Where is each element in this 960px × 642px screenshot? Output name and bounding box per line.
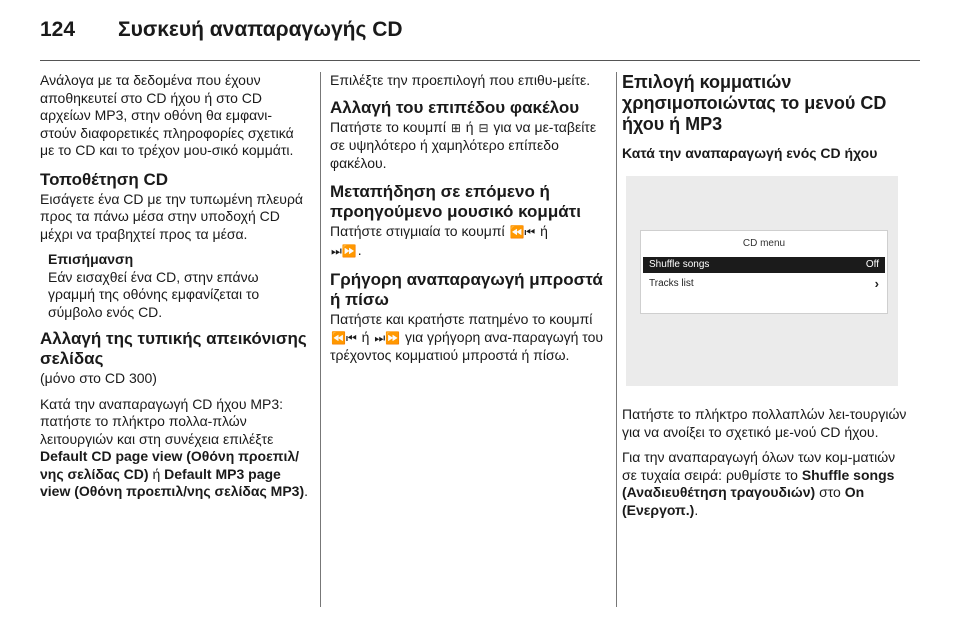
folder-or: ή — [461, 118, 478, 135]
default-cd-option: Default CD page view (Οθόνη προεπιλ/νης σελίδας CD) — [40, 448, 300, 482]
shuffle-option: Shuffle songs (Αναδιευθέτηση τραγουδιών) — [622, 466, 895, 500]
folder-text-2: για να με-ταβείτε σε υψηλότερο ή χαμηλότερο επίπεδο φακέλου. — [330, 118, 597, 171]
skip-text-1: Πατήστε στιγμιαία το κουμπί — [330, 223, 509, 239]
previous-track-icon: ⏪⏮ — [509, 225, 536, 239]
insert-paragraph: Εισάγετε ένα CD με την τυπωμένη πλευρά προς τα πάνω μέσα στην υποδοχή CD μέχρι να τραβηχτεί προς τα μέσα. — [40, 190, 303, 242]
shuffle-paragraph — [622, 449, 910, 519]
chevron-right-icon: › — [874, 275, 879, 291]
shuffle-text: Για την αναπαραγωγή όλων των κομ-ματιών σε τυχαία σειρά: ρυθμίστε το — [622, 449, 896, 483]
cd-menu-screenshot — [626, 176, 898, 386]
next-track-icon: ⏭⏩ — [331, 243, 357, 258]
shuffle-value: Off — [865, 258, 879, 270]
fast-text-1: Πατήστε και κρατήστε πατημένο το κουμπί — [330, 311, 593, 327]
menu-row-tracks-list[interactable] — [643, 276, 885, 292]
tracks-list-label: Tracks list — [649, 277, 694, 289]
note-block — [48, 251, 308, 321]
heading-skip-track: Μεταπήδηση σε επόμενο ή προηγούμενο μουσικό κομμάτι — [330, 182, 581, 221]
column-divider-2 — [616, 72, 617, 607]
default-paragraph — [40, 396, 308, 501]
heading-default-view: Αλλαγή της τυπικής απεικόνισης σελίδας — [40, 329, 307, 368]
default-text: Κατά την αναπαραγωγή CD ήχου MP3: πατήστε το πλήκτρο πολλα-πλών λειτουργιών και στη συνέχεια επιλέξτε — [40, 395, 284, 447]
fast-or: ή — [357, 328, 374, 345]
folder-paragraph — [330, 119, 605, 173]
column-divider-1 — [320, 72, 321, 607]
folder-text-1: Πατήστε το κουμπί — [330, 118, 450, 135]
shuffle-end: . — [694, 501, 699, 518]
default-sub: (μόνο στο CD 300) — [40, 370, 157, 386]
heading-insert-cd: Τοποθέτηση CD — [40, 169, 169, 189]
menu-open-paragraph: Πατήστε το πλήκτρο πολλαπλών λει-τουργιών για να ανοίξει το σχετικό με-νού CD ήχου. — [622, 406, 907, 440]
default-or: ή — [148, 465, 165, 482]
note-text: Εάν εισαχθεί ένα CD, στην επάνω γραμμή της οθόνης εμφανίζεται το σύμβολο ενός CD. — [48, 268, 260, 320]
fast-paragraph — [330, 311, 605, 365]
cd-menu-title: CD menu — [742, 238, 786, 249]
subheading-audio-cd: Κατά την αναπαραγωγή ενός CD ήχου — [622, 145, 878, 161]
heading-folder-level: Αλλαγή του επιπέδου φακέλου — [330, 97, 580, 117]
fast-text-2: για γρήγορη ανα-παραγωγή του τρέχοντος κομματιού μπροστά ή πίσω. — [330, 328, 604, 363]
folder-down-icon: ⊟ — [478, 120, 489, 135]
select-preset-paragraph: Επιλέξτε την προεπιλογή που επιθυ-μείτε. — [330, 72, 591, 88]
heading-fast-forward: Γρήγορη αναπαραγωγή μπροστά ή πίσω — [330, 270, 603, 309]
default-mp3-option: Default MP3 page view (Οθόνη προεπιλ/νης σελίδας MP3) — [40, 465, 305, 499]
skip-end: . — [357, 241, 362, 258]
heading-track-selection: Επιλογή κομματιών χρησιμοποιώντας το μενού CD ήχου ή MP3 — [622, 72, 887, 134]
page-title: Συσκευή αναπαραγωγής CD — [118, 18, 403, 41]
column-3 — [622, 72, 910, 527]
default-end: . — [304, 483, 309, 499]
page-header — [40, 18, 403, 42]
note-title: Επισήμανση — [48, 251, 134, 267]
skip-or: ή — [536, 223, 548, 239]
rewind-icon: ⏪⏮ — [331, 330, 357, 345]
menu-row-shuffle[interactable] — [643, 257, 885, 273]
header-rule — [40, 60, 920, 61]
column-1 — [40, 72, 308, 509]
shuffle-on-value: On (Ενεργοπ.) — [622, 484, 865, 518]
intro-paragraph: Ανάλογα με τα δεδομένα που έχουν αποθηκευτεί στο CD ήχου ή στο CD αρχείων MP3, στην οθόνη θα εμφανι-στούν διαφορετικές πληροφορίες σχετικά με το CD και το τρέχον μου-σικό κομμάτι. — [40, 72, 294, 158]
column-2 — [330, 72, 605, 373]
cd-menu-display — [640, 230, 888, 314]
shuffle-label: Shuffle songs — [649, 258, 710, 270]
skip-paragraph — [330, 223, 605, 260]
folder-up-icon: ⊞ — [450, 120, 461, 135]
page-number: 124 — [40, 18, 76, 41]
fast-forward-icon: ⏭⏩ — [374, 330, 401, 345]
shuffle-mid: στο — [815, 484, 845, 500]
